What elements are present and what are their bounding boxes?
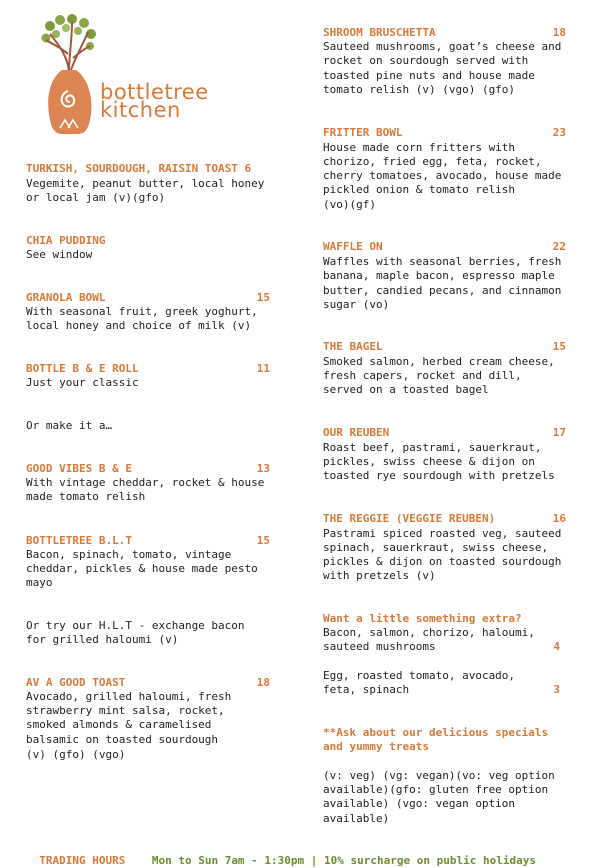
item-name: CHIA PUDDING xyxy=(26,234,106,247)
item-price: 13 xyxy=(256,462,270,475)
item-name: AV A GOOD TOAST xyxy=(26,676,126,689)
item-price: 16 xyxy=(552,512,566,525)
item-name: TURKISH, SOURDOUGH, RAISIN TOAST 6 xyxy=(26,162,252,175)
extras-price: 3 xyxy=(553,683,560,696)
brand-name: bottletree xyxy=(100,80,209,104)
item-desc: toasted pine nuts and house made xyxy=(323,69,535,82)
item-desc: (v) (gfo) (vgo) xyxy=(26,748,126,761)
extras-line: Egg, roasted tomato, avocado, xyxy=(323,669,516,682)
item-desc: Avocado, grilled haloumi, fresh xyxy=(26,690,232,703)
item-name: OUR REUBEN xyxy=(323,426,390,439)
item-price: 15 xyxy=(256,291,270,304)
item-price: 18 xyxy=(256,676,270,689)
item-desc: pickles, swiss cheese & dijon on xyxy=(323,455,535,468)
item-desc: or local jam (v)(gfo) xyxy=(26,191,166,204)
item-name: BOTTLE B & E ROLL xyxy=(26,362,139,375)
item-desc: Waffles with seasonal berries, fresh xyxy=(323,255,562,268)
item-desc: Pastrami spiced roasted veg, sauteed xyxy=(323,527,562,540)
item-desc: banana, maple bacon, espresso maple xyxy=(323,269,555,282)
note-line: Or try our H.L.T - exchange bacon xyxy=(26,619,245,632)
item-desc: With vintage cheddar, rocket & house xyxy=(26,476,265,489)
item-desc: Smoked salmon, herbed cream cheese, xyxy=(323,355,555,368)
item-name: BOTTLETREE B.L.T xyxy=(26,534,132,547)
item-desc: local honey and choice of milk (v) xyxy=(26,319,252,332)
item-desc: mayo xyxy=(26,576,53,589)
extras-line: feta, spinach xyxy=(323,683,410,696)
item-desc: Vegemite, peanut butter, local honey xyxy=(26,177,265,190)
item-desc: Sauteed mushrooms, goat’s cheese and xyxy=(323,40,562,53)
item-price: 15 xyxy=(256,534,270,547)
item-name: FRITTER BOWL xyxy=(323,126,403,139)
item-desc: tomato relish (v) (vgo) (gfo) xyxy=(323,83,516,96)
item-desc: With seasonal fruit, greek yoghurt, xyxy=(26,305,258,318)
legend-line: available) (vgo: vegan option xyxy=(323,797,516,810)
extras-line: Bacon, salmon, chorizo, haloumi, xyxy=(323,626,535,639)
item-desc: made tomato relish xyxy=(26,490,146,503)
item-name: GRANOLA BOWL xyxy=(26,291,106,304)
item-desc: strawberry mint salsa, rocket, xyxy=(26,704,225,717)
trading-hours-label: TRADING HOURS xyxy=(39,854,126,867)
item-desc: butter, candied pecans, and cinnamon xyxy=(323,284,562,297)
legend-line: (v: veg) (vg: vegan)(vo: veg option xyxy=(323,769,555,782)
brand-subname: kitchen xyxy=(100,98,181,122)
item-desc: See window xyxy=(26,248,93,261)
item-desc: Just your classic xyxy=(26,376,139,389)
bottle-tree-logo-icon xyxy=(38,14,100,138)
item-desc: pickles & dijon on toasted sourdough xyxy=(323,555,562,568)
note-line: for grilled haloumi (v) xyxy=(26,633,179,646)
legend-line: available) xyxy=(323,812,390,825)
item-desc: sugar (vo) xyxy=(323,298,390,311)
item-price: 11 xyxy=(256,362,270,375)
or-make-it-note: Or make it a… xyxy=(26,419,113,432)
item-desc: rocket on sourdough served with xyxy=(323,54,529,67)
item-price: 15 xyxy=(552,340,566,353)
item-desc: pickled onion & tomato relish xyxy=(323,183,516,196)
specials-line: and yummy treats xyxy=(323,740,429,753)
item-desc: spinach, sauerkraut, swiss cheese, xyxy=(323,541,549,554)
item-price: 22 xyxy=(552,240,566,253)
trading-hours-text: Mon to Sun 7am - 1:30pm | 10% surcharge on public holidays xyxy=(151,854,536,867)
item-name: WAFFLE ON xyxy=(323,240,383,253)
item-desc: fresh capers, rocket and dill, xyxy=(323,369,522,382)
item-desc: House made corn fritters with xyxy=(323,141,516,154)
item-name: THE REGGIE (VEGGIE REUBEN) xyxy=(323,512,496,525)
item-name: THE BAGEL xyxy=(323,340,383,353)
item-desc: smoked almonds & caramelised xyxy=(26,718,212,731)
item-name: SHROOM BRUSCHETTA xyxy=(323,26,436,39)
extras-price: 4 xyxy=(553,640,560,653)
item-price: 23 xyxy=(552,126,566,139)
trading-hours xyxy=(26,840,536,868)
item-price: 18 xyxy=(552,26,566,39)
item-desc: served on a toasted bagel xyxy=(323,383,489,396)
logo xyxy=(38,14,100,138)
item-name: GOOD VIBES B & E xyxy=(26,462,132,475)
item-desc: cherry tomatoes, avocado, house made xyxy=(323,169,562,182)
item-desc: (vo)(gf) xyxy=(323,198,376,211)
legend-line: available)(gfo: gluten free option xyxy=(323,783,549,796)
specials-line: **Ask about our delicious specials xyxy=(323,726,549,739)
item-desc: with pretzels (v) xyxy=(323,569,436,582)
extras-line: sauteed mushrooms xyxy=(323,640,436,653)
item-desc: toasted rye sourdough with pretzels xyxy=(323,469,555,482)
item-desc: Bacon, spinach, tomato, vintage xyxy=(26,548,232,561)
item-desc: Roast beef, pastrami, sauerkraut, xyxy=(323,441,542,454)
item-desc: balsamic on toasted sourdough xyxy=(26,733,219,746)
extras-title: Want a little something extra? xyxy=(323,612,522,625)
item-price: 17 xyxy=(552,426,566,439)
item-desc: cheddar, pickles & house made pesto xyxy=(26,562,258,575)
item-desc: chorizo, fried egg, feta, rocket, xyxy=(323,155,542,168)
